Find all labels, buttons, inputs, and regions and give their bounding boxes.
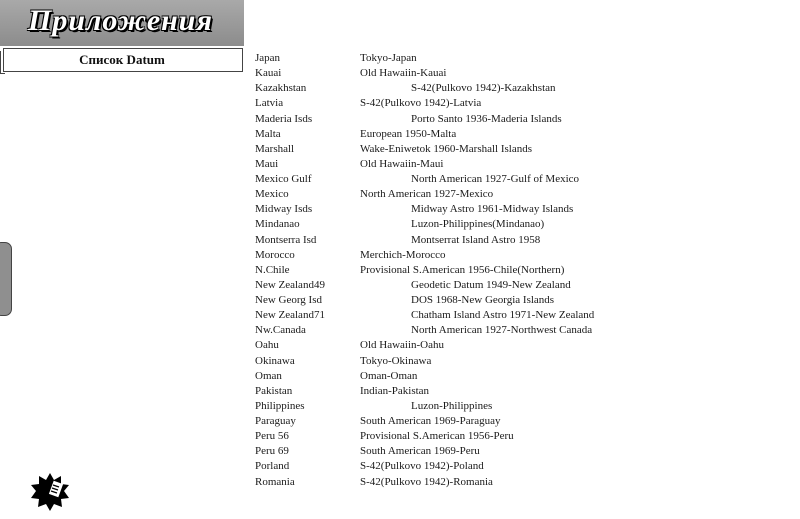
subsection-tab: [0, 48, 244, 74]
datum-row: [255, 233, 775, 248]
datum-name: S-42(Pulkovo 1942)-Kazakhstan: [411, 82, 556, 95]
datum-row: [255, 369, 775, 384]
datum-row: [255, 51, 775, 66]
datum-name: Geodetic Datum 1949-New Zealand: [411, 278, 571, 291]
region-name: Peru 56: [255, 430, 289, 443]
side-tab-marker: [0, 242, 12, 316]
datum-name: Wake-Eniwetok 1960-Marshall Islands: [360, 142, 533, 155]
datum-row: [255, 293, 775, 308]
datum-name: Tokyo-Japan: [360, 52, 417, 64]
region-name: Malta: [255, 127, 281, 140]
region-name: Mexico Gulf: [255, 173, 312, 185]
note-icon: [30, 472, 70, 512]
datum-name: European 1950-Malta: [360, 127, 457, 140]
datum-name: Chatham Island Astro 1971-New Zealand: [411, 309, 595, 322]
datum-row: [255, 248, 775, 263]
region-name: Midway Isds: [255, 203, 313, 216]
datum-row: [255, 459, 775, 474]
datum-name: S-42(Pulkovo 1942)-Poland: [360, 460, 484, 473]
datum-name: DOS 1968-New Georgia Islands: [411, 294, 555, 306]
datum-row: [255, 429, 775, 444]
region-name: Peru 69: [255, 445, 289, 458]
region-name: Japan: [255, 52, 281, 64]
datum-row: [255, 96, 775, 111]
datum-row: [255, 384, 775, 399]
datum-name: S-42(Pulkovo 1942)-Latvia: [360, 97, 482, 110]
datum-name: Old Hawaiin-Oahu: [360, 339, 445, 352]
datum-row: [255, 354, 775, 369]
datum-name: Midway Astro 1961-Midway Islands: [411, 203, 574, 216]
region-name: New Zealand71: [255, 309, 325, 322]
datum-row: [255, 81, 775, 96]
datum-row: [255, 278, 775, 293]
datum-row: [255, 475, 775, 490]
region-name: Romania: [255, 475, 295, 488]
region-name: Kazakhstan: [255, 82, 307, 95]
section-title: Приложения: [28, 4, 213, 37]
region-name: Latvia: [255, 97, 284, 110]
region-name: N.Chile: [255, 263, 290, 276]
datum-name: Provisional S.American 1956-Peru: [360, 430, 514, 443]
datum-row: [255, 323, 775, 338]
datum-row: [255, 444, 775, 459]
datum-name: Montserrat Island Astro 1958: [411, 233, 541, 246]
datum-name: South American 1969-Paraguay: [360, 415, 501, 427]
region-name: Marshall: [255, 142, 295, 155]
datum-name: Merchich-Morocco: [360, 248, 446, 261]
datum-name: Porto Santo 1936-Maderia Islands: [411, 112, 562, 125]
region-name: Paraguay: [255, 415, 296, 427]
region-name: New Zealand49: [255, 278, 325, 291]
datum-name: Indian-Pakistan: [360, 384, 430, 397]
datum-name: Luzon-Philippines: [411, 399, 493, 412]
datum-row: [255, 414, 775, 429]
datum-row: [255, 338, 775, 353]
datum-name: S-42(Pulkovo 1942)-Romania: [360, 475, 493, 488]
datum-row: [255, 112, 775, 127]
datum-row: [255, 187, 775, 202]
datum-name: South American 1969-Peru: [360, 445, 480, 458]
region-name: Nw.Canada: [255, 324, 306, 337]
region-name: Porland: [255, 460, 290, 473]
section-header: [0, 0, 244, 46]
datum-row: [255, 263, 775, 278]
datum-row: [255, 172, 775, 187]
region-name: Maui: [255, 157, 279, 170]
datum-name: North American 1927-Northwest Canada: [411, 324, 593, 337]
datum-name: Old Hawaiin-Maui: [360, 157, 444, 170]
region-name: Oman: [255, 369, 282, 382]
region-name: Mexico: [255, 188, 289, 201]
datum-row: [255, 66, 775, 81]
datum-name: Luzon-Philippines(Mindanao): [411, 218, 545, 231]
datum-name: North American 1927-Gulf of Mexico: [411, 173, 580, 185]
region-name: Maderia Isds: [255, 112, 313, 125]
datum-name: Old Hawaiin-Kauai: [360, 67, 447, 80]
region-name: Okinawa: [255, 354, 295, 367]
datum-name: Tokyo-Okinawa: [360, 354, 432, 367]
datum-row: [255, 308, 775, 323]
region-name: Mindanao: [255, 218, 300, 231]
region-name: Oahu: [255, 339, 279, 352]
region-name: Pakistan: [255, 384, 293, 397]
datum-row: [255, 142, 775, 157]
region-name: Montserra Isd: [255, 233, 317, 246]
region-name: Kauai: [255, 67, 282, 80]
datum-name: Oman-Oman: [360, 369, 418, 382]
datum-row: [255, 157, 775, 172]
datum-row: [255, 399, 775, 414]
datum-row: [255, 202, 775, 217]
region-name: Philippines: [255, 399, 305, 412]
datum-list: [255, 51, 775, 490]
region-name: New Georg Isd: [255, 294, 323, 306]
datum-row: [255, 127, 775, 142]
region-name: Morocco: [255, 248, 295, 261]
datum-name: Provisional S.American 1956-Chile(Northern): [360, 263, 565, 276]
datum-name: North American 1927-Mexico: [360, 188, 494, 201]
subsection-title: Список Datum: [79, 52, 165, 67]
datum-row: [255, 217, 775, 232]
